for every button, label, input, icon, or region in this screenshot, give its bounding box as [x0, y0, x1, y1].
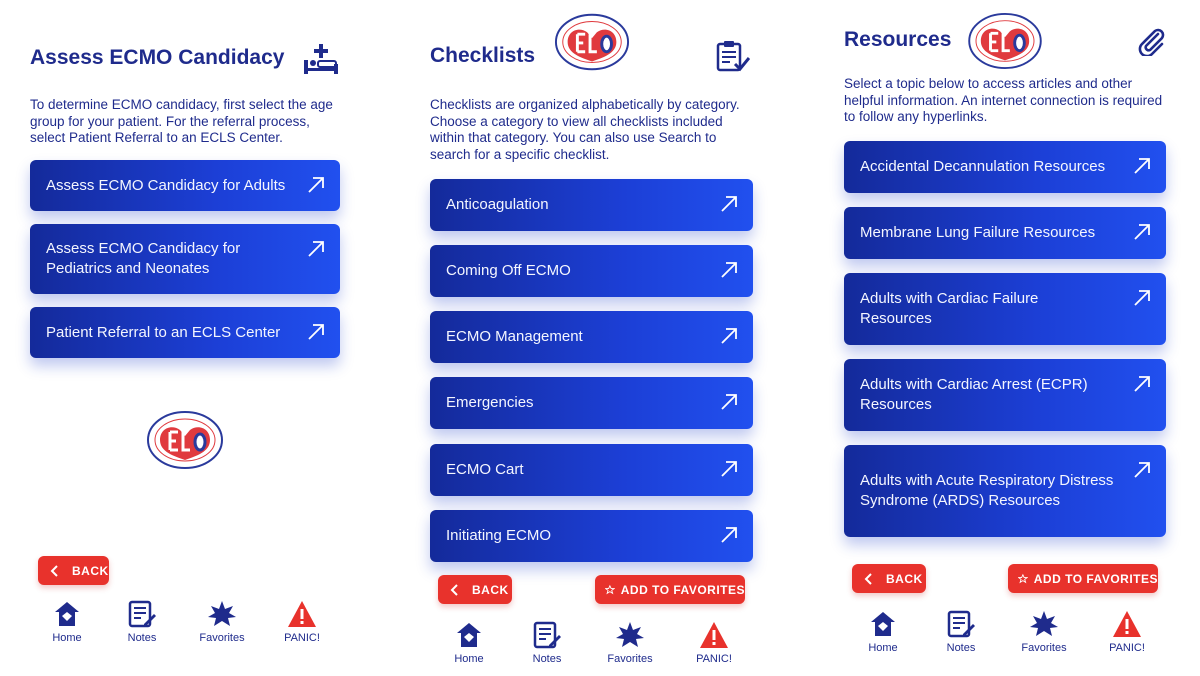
back-button[interactable] — [38, 556, 109, 585]
chevron-left-icon — [48, 564, 62, 578]
elso-logo — [966, 12, 1044, 70]
bottom-nav — [812, 610, 1200, 676]
home-icon — [53, 600, 81, 628]
notes-icon — [128, 600, 156, 628]
nav-favorites[interactable] — [1009, 610, 1079, 654]
nav-home[interactable] — [32, 600, 102, 644]
chevron-left-icon — [862, 572, 876, 586]
back-label: BACK — [72, 563, 109, 578]
patient-referral-button[interactable] — [30, 307, 340, 358]
button-label: Membrane Lung Failure Resources — [860, 224, 1096, 241]
nav-home[interactable] — [434, 621, 504, 665]
nav-label: Home — [52, 632, 82, 644]
star-plus-icon — [605, 583, 615, 597]
elso-logo — [554, 12, 630, 72]
arrow-up-right-icon — [306, 322, 326, 342]
button-label: Assess ECMO Candidacy for Adults — [46, 176, 286, 194]
arrow-up-right-icon — [1132, 222, 1152, 242]
screen-checklists — [398, 0, 788, 676]
arrow-up-right-icon — [1132, 156, 1152, 176]
nav-label: Notes — [532, 653, 562, 665]
resource-ards-button[interactable] — [844, 445, 1166, 537]
button-label: Patient Referral to an ECLS Center — [46, 323, 281, 341]
resource-accidental-decannulation-button[interactable] — [844, 141, 1166, 193]
nav-label: Favorites — [607, 653, 653, 665]
button-label: ECMO Cart — [446, 461, 524, 478]
nav-label: PANIC! — [696, 653, 732, 665]
bottom-nav — [398, 621, 788, 676]
home-icon — [869, 610, 897, 638]
page-title: Resources — [844, 28, 952, 51]
nav-home[interactable] — [848, 610, 918, 654]
arrow-up-right-icon — [719, 525, 739, 545]
button-label: Assess ECMO Candidacy for Pediatrics and Neonates — [46, 240, 241, 277]
checklist-ecmo-cart-button[interactable] — [430, 444, 753, 496]
arrow-up-right-icon — [306, 239, 326, 259]
page-title: Checklists — [430, 44, 536, 67]
page-title: Assess ECMO Candidacy — [30, 46, 285, 69]
arrow-up-right-icon — [719, 326, 739, 346]
nav-panic[interactable] — [679, 621, 749, 665]
checklist-coming-off-ecmo-button[interactable] — [430, 245, 753, 297]
arrow-up-right-icon — [719, 392, 739, 412]
nav-label: Notes — [946, 642, 976, 654]
home-icon — [455, 621, 483, 649]
back-label: BACK — [886, 571, 923, 586]
page-description: Select a topic below to access articles and other helpful information. An internet connection is required to follow any hyperlinks. — [844, 76, 1163, 124]
star-burst-icon — [207, 600, 237, 628]
add-to-favorites-button[interactable] — [1008, 564, 1158, 593]
warning-triangle-icon — [1112, 610, 1142, 638]
resource-cardiac-failure-button[interactable] — [844, 273, 1166, 345]
nav-label: Notes — [127, 632, 157, 644]
button-label: Adults with Cardiac Failure Resources — [860, 290, 1039, 327]
warning-triangle-icon — [699, 621, 729, 649]
checklist-ecmo-management-button[interactable] — [430, 311, 753, 363]
nav-favorites[interactable] — [187, 600, 257, 644]
arrow-up-right-icon — [719, 459, 739, 479]
paperclip-icon — [1136, 26, 1166, 56]
favorites-label: ADD TO FAVORITES — [1033, 571, 1158, 586]
nav-label: PANIC! — [284, 632, 320, 644]
screen-resources — [812, 0, 1200, 676]
hospital-bed-plus-icon — [303, 42, 339, 76]
back-button[interactable] — [438, 575, 512, 604]
button-label: Adults with Acute Respiratory Distress Syndrome (ARDS) Resources — [860, 472, 1114, 509]
arrow-up-right-icon — [306, 175, 326, 195]
nav-label: Favorites — [199, 632, 245, 644]
button-label: Adults with Cardiac Arrest (ECPR) Resources — [860, 376, 1088, 413]
assess-pediatrics-neonates-button[interactable] — [30, 224, 340, 294]
nav-label: Favorites — [1021, 642, 1067, 654]
checklist-initiating-ecmo-button[interactable] — [430, 510, 753, 562]
nav-favorites[interactable] — [595, 621, 665, 665]
resource-cardiac-arrest-ecpr-button[interactable] — [844, 359, 1166, 431]
page-description: Checklists are organized alphabetically by category. Choose a category to view all checklists included within that category. You can also use Search to search for a specific checklist. — [430, 97, 740, 162]
assess-adults-button[interactable] — [30, 160, 340, 211]
button-label: Anticoagulation — [446, 196, 549, 213]
notes-icon — [947, 610, 975, 638]
button-label: Initiating ECMO — [446, 527, 552, 544]
screen-assess-ecmo-candidacy — [0, 0, 372, 676]
back-label: BACK — [472, 582, 509, 597]
nav-panic[interactable] — [267, 600, 337, 644]
nav-notes[interactable] — [926, 610, 996, 654]
nav-label: PANIC! — [1109, 642, 1145, 654]
page-description: To determine ECMO candidacy, first select the age group for your patient. For the referral process, select Patient Referral to an ECLS Center. — [30, 97, 333, 145]
back-button[interactable] — [852, 564, 926, 593]
star-burst-icon — [615, 621, 645, 649]
arrow-up-right-icon — [1132, 374, 1152, 394]
star-burst-icon — [1029, 610, 1059, 638]
chevron-left-icon — [448, 583, 462, 597]
resource-membrane-lung-failure-button[interactable] — [844, 207, 1166, 259]
nav-label: Home — [454, 653, 484, 665]
nav-notes[interactable] — [512, 621, 582, 665]
nav-notes[interactable] — [107, 600, 177, 644]
arrow-up-right-icon — [1132, 288, 1152, 308]
notes-icon — [533, 621, 561, 649]
button-label: ECMO Management — [446, 328, 583, 345]
add-to-favorites-button[interactable] — [595, 575, 745, 604]
nav-label: Home — [868, 642, 898, 654]
button-label: Emergencies — [446, 394, 534, 411]
checklist-anticoagulation-button[interactable] — [430, 179, 753, 231]
favorites-label: ADD TO FAVORITES — [620, 582, 745, 597]
button-label: Accidental Decannulation Resources — [860, 158, 1106, 175]
star-plus-icon — [1018, 572, 1028, 586]
warning-triangle-icon — [287, 600, 317, 628]
button-label: Coming Off ECMO — [446, 262, 571, 279]
checklist-emergencies-button[interactable] — [430, 377, 753, 429]
clipboard-check-icon — [716, 40, 750, 72]
arrow-up-right-icon — [719, 194, 739, 214]
elso-logo — [146, 410, 224, 470]
bottom-nav — [0, 600, 372, 666]
arrow-up-right-icon — [1132, 460, 1152, 480]
nav-panic[interactable] — [1092, 610, 1162, 654]
arrow-up-right-icon — [719, 260, 739, 280]
